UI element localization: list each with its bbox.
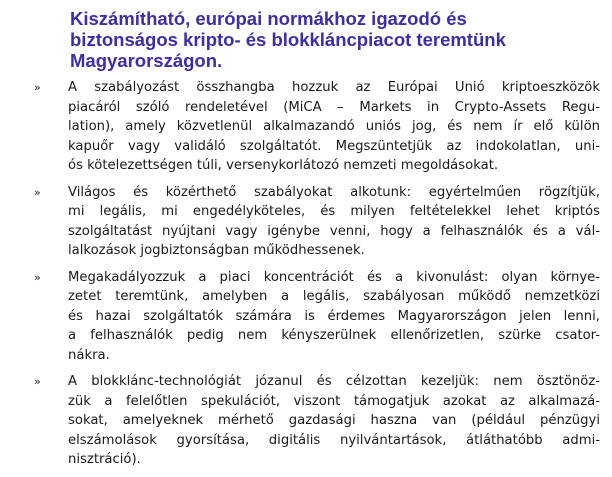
text-line: nisztráció). — [68, 452, 141, 467]
bullet-marker-icon: » — [34, 81, 41, 94]
bullet-item — [0, 183, 612, 261]
section-heading — [70, 8, 590, 71]
bullet-text — [68, 268, 600, 366]
text-line: Megakadályozzuk a piaci koncentrációt és a kivonulást: olyan környe- — [68, 269, 600, 285]
text-line: mi legális, mi engedélyköteles, és milyen feltételekkel lehet kriptós — [68, 204, 600, 219]
bullet-item — [0, 268, 612, 366]
bullet-text — [68, 372, 600, 470]
bullet-item — [0, 372, 612, 470]
bullet-text — [68, 183, 600, 261]
bullet-item — [0, 78, 612, 176]
bullet-marker-icon: » — [34, 185, 41, 199]
text-line: lation), amely közvetlenül alkalmazandó uniós jog, és nem ír elő külön — [68, 119, 600, 134]
text-line: szolgáltatást nyújtani vagy igénybe venni, hogy a felhasználók és a vál- — [68, 223, 600, 239]
heading-line: biztonságos kripto- és blokkláncpiacot teremtünk — [70, 29, 506, 50]
text-line: a felhasználók pedig nem kényszerülnek ellenőrizetlen, szürke csator- — [68, 328, 600, 343]
text-line: zetet teremtünk, amelyben a legális, szabályosan működő nemzetközi — [68, 289, 600, 304]
text-line: ós kötelezettségen túli, versenykorlátozó nemzeti megoldásokat. — [68, 158, 499, 173]
heading-line: Kiszámítható, európai normákhoz igazodó és — [70, 8, 467, 29]
text-line: sokat, amelyeknek mérhető gazdasági haszna van (például pénzügyi — [68, 413, 600, 428]
text-line: kapuőr vagy validáló szolgáltatót. Megszüntetjük az indokolatlan, uni- — [68, 138, 600, 154]
text-line: zük a felelőtlen spekulációt, viszont támogatjuk azokat az alkalmazá- — [68, 393, 600, 409]
heading-line: Magyarországon. — [70, 50, 223, 71]
text-line: A szabályozást összhangba hozzuk az Európai Unió kriptoeszközök — [68, 80, 600, 95]
bullet-text — [68, 78, 600, 176]
bullet-marker-icon: » — [34, 270, 41, 284]
text-line: nákra. — [68, 347, 110, 363]
text-line: és hazai szolgáltatók számára is érdemes Magyarországon jelen lenni, — [68, 308, 600, 324]
bullet-list — [0, 78, 612, 477]
text-line: A blokklánc-technológiát józanul és célzottan kezeljük: nem ösztönöz- — [68, 374, 600, 389]
text-line: lalkozások jogbiztonságban működhessenek. — [68, 243, 365, 258]
text-line: piacáról szóló rendeletével (MiCA – Markets in Crypto-Assets Regu- — [68, 99, 600, 115]
text-line: Világos és közérthető szabályokat alkotunk: egyértelműen rögzítjük, — [68, 184, 600, 200]
bullet-marker-icon: » — [34, 375, 41, 388]
text-line: elszámolások gyorsítása, digitális nyilvántartások, átláthatóbb admi- — [68, 432, 600, 448]
